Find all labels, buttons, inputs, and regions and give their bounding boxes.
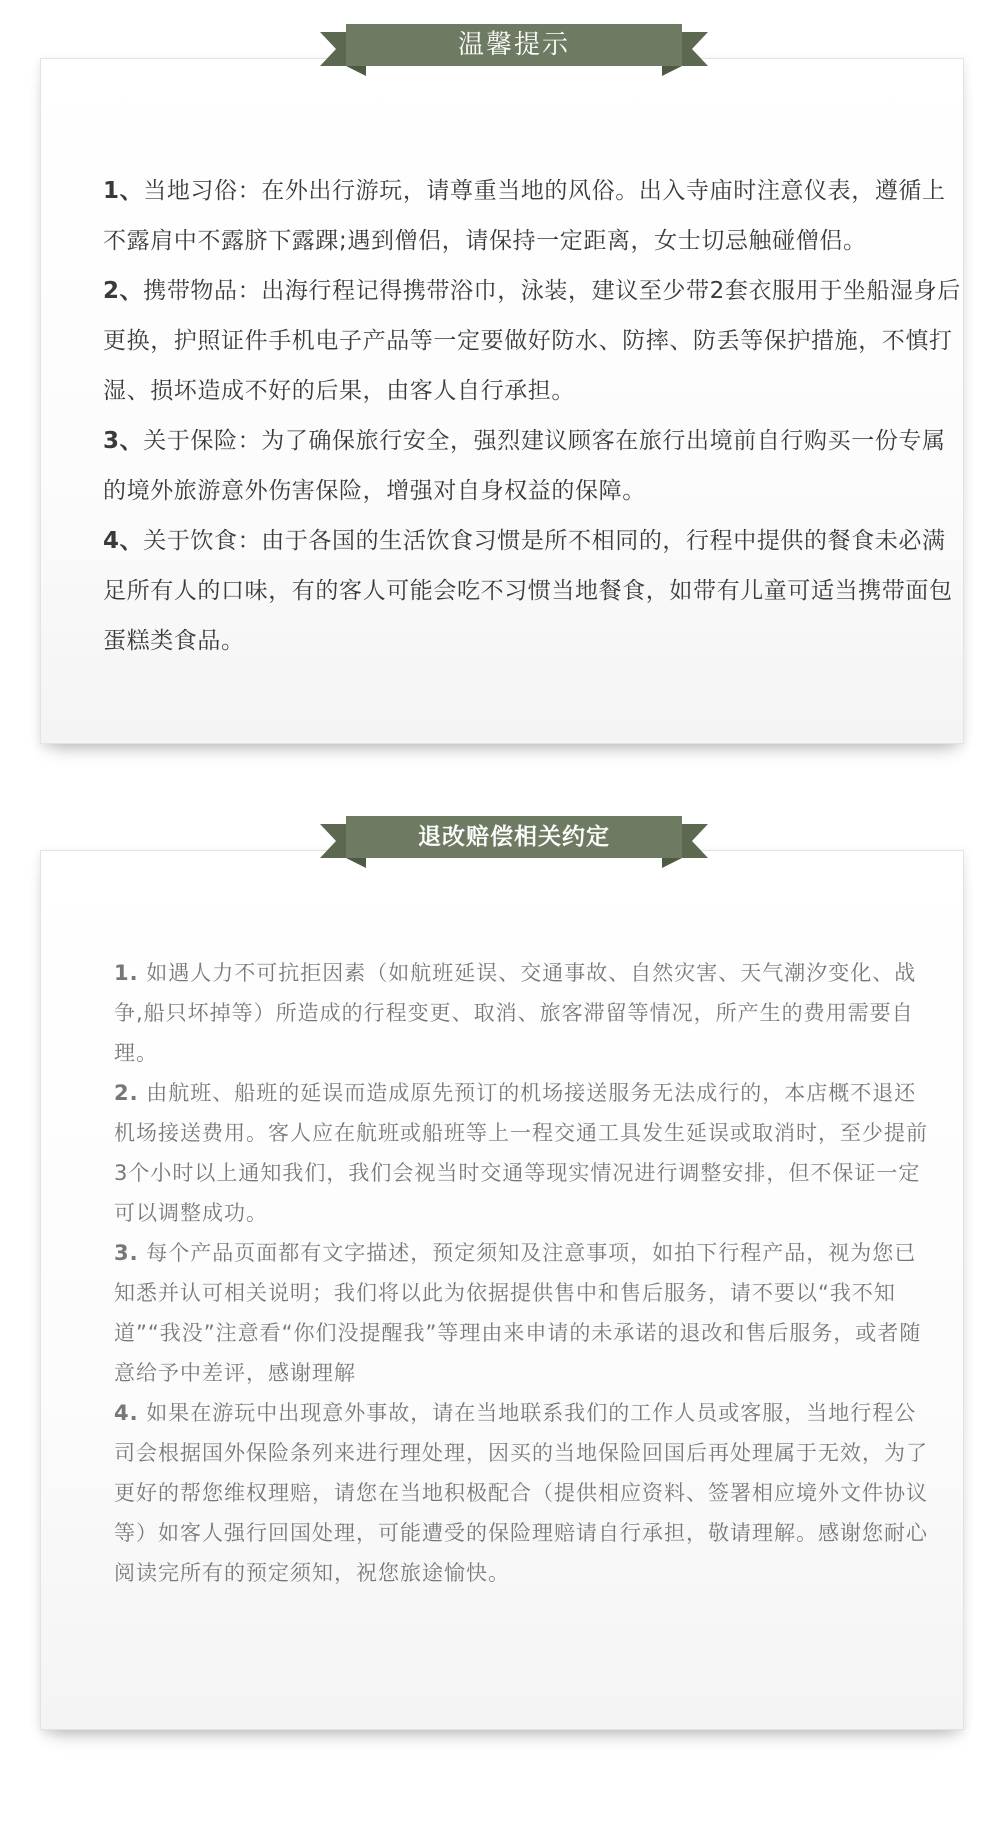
policy-item (114, 1233, 934, 1393)
notice-title-ribbon (320, 20, 708, 82)
policy-item-text: 如遇人力不可抗拒因素（如航班延误、交通事故、自然灾害、天气潮汐变化、战争,船只坏掉等）所造成的行程变更、取消、旅客滞留等情况，所产生的费用需要自理。 (114, 961, 917, 1065)
notice-card (40, 58, 964, 744)
notice-item-text: 关于饮食：由于各国的生活饮食习惯是所不相同的，行程中提供的餐食未必满足所有人的口味，有的客人可能会吃不习惯当地餐食，如带有儿童可适当携带面包蛋糕类食品。 (103, 528, 953, 654)
policy-item-text: 如果在游玩中出现意外事故，请在当地联系我们的工作人员或客服，当地行程公司会根据国外保险条列来进行理处理，因买的当地保险回国后再处理属于无效，为了更好的帮您维权理赔，请您在当地积极配合（提供相应资料、签署相应境外文件协议等）如客人强行回国处理，可能遭受的保险理赔请自行承担，敬请理解。感谢您耐心阅读完所有的预定须知，祝您旅途愉快。 (114, 1401, 928, 1585)
policy-card (40, 850, 964, 1730)
notice-item (103, 266, 963, 416)
policy-item-number: 3. (114, 1241, 139, 1265)
policy-list (114, 953, 934, 1593)
policy-title-ribbon (320, 812, 708, 874)
policy-title: 退改赔偿相关约定 (418, 824, 610, 850)
policy-item (114, 1073, 934, 1233)
notice-item (103, 416, 963, 516)
notice-item (103, 516, 963, 666)
policy-item-text: 由航班、船班的延误而造成原先预订的机场接送服务无法成行的，本店概不退还机场接送费用。客人应在航班或船班等上一程交通工具发生延误或取消时，至少提前3个小时以上通知我们，我们会视当时交通等现实情况进行调整安排，但不保证一定可以调整成功。 (114, 1081, 928, 1225)
policy-item (114, 953, 934, 1073)
notice-list (103, 166, 963, 666)
notice-item-text: 关于保险：为了确保旅行安全，强烈建议顾客在旅行出境前自行购买一份专属的境外旅游意外伤害保险，增强对自身权益的保障。 (103, 428, 946, 504)
notice-title: 温馨提示 (457, 30, 570, 60)
policy-item-number: 1. (114, 961, 139, 985)
policy-item-text: 每个产品页面都有文字描述，预定须知及注意事项，如拍下行程产品，视为您已知悉并认可相关说明；我们将以此为依据提供售中和售后服务，请不要以“我不知道”“我没”注意看“你们没提醒我”等理由来申请的未承诺的退改和售后服务，或者随意给予中差评，感谢理解 (114, 1241, 922, 1385)
policy-item-number: 2. (114, 1081, 139, 1105)
notice-item-number: 2、 (103, 278, 144, 304)
notice-item-number: 4、 (103, 528, 144, 554)
notice-item-number: 1、 (103, 178, 144, 204)
notice-item-text: 当地习俗：在外出行游玩，请尊重当地的风俗。出入寺庙时注意仪表，遵循上不露肩中不露脐下露踝;遇到僧侣，请保持一定距离，女士切忌触碰僧侣。 (103, 178, 946, 254)
policy-item-number: 4. (114, 1401, 139, 1425)
notice-item-text: 携带物品：出海行程记得携带浴巾，泳装，建议至少带2套衣服用于坐船湿身后更换，护照证件手机电子产品等一定要做好防水、防摔、防丢等保护措施，不慎打湿、损坏造成不好的后果，由客人自行承担。 (103, 278, 961, 404)
notice-item (103, 166, 963, 266)
notice-item-number: 3、 (103, 428, 144, 454)
policy-item (114, 1393, 934, 1593)
